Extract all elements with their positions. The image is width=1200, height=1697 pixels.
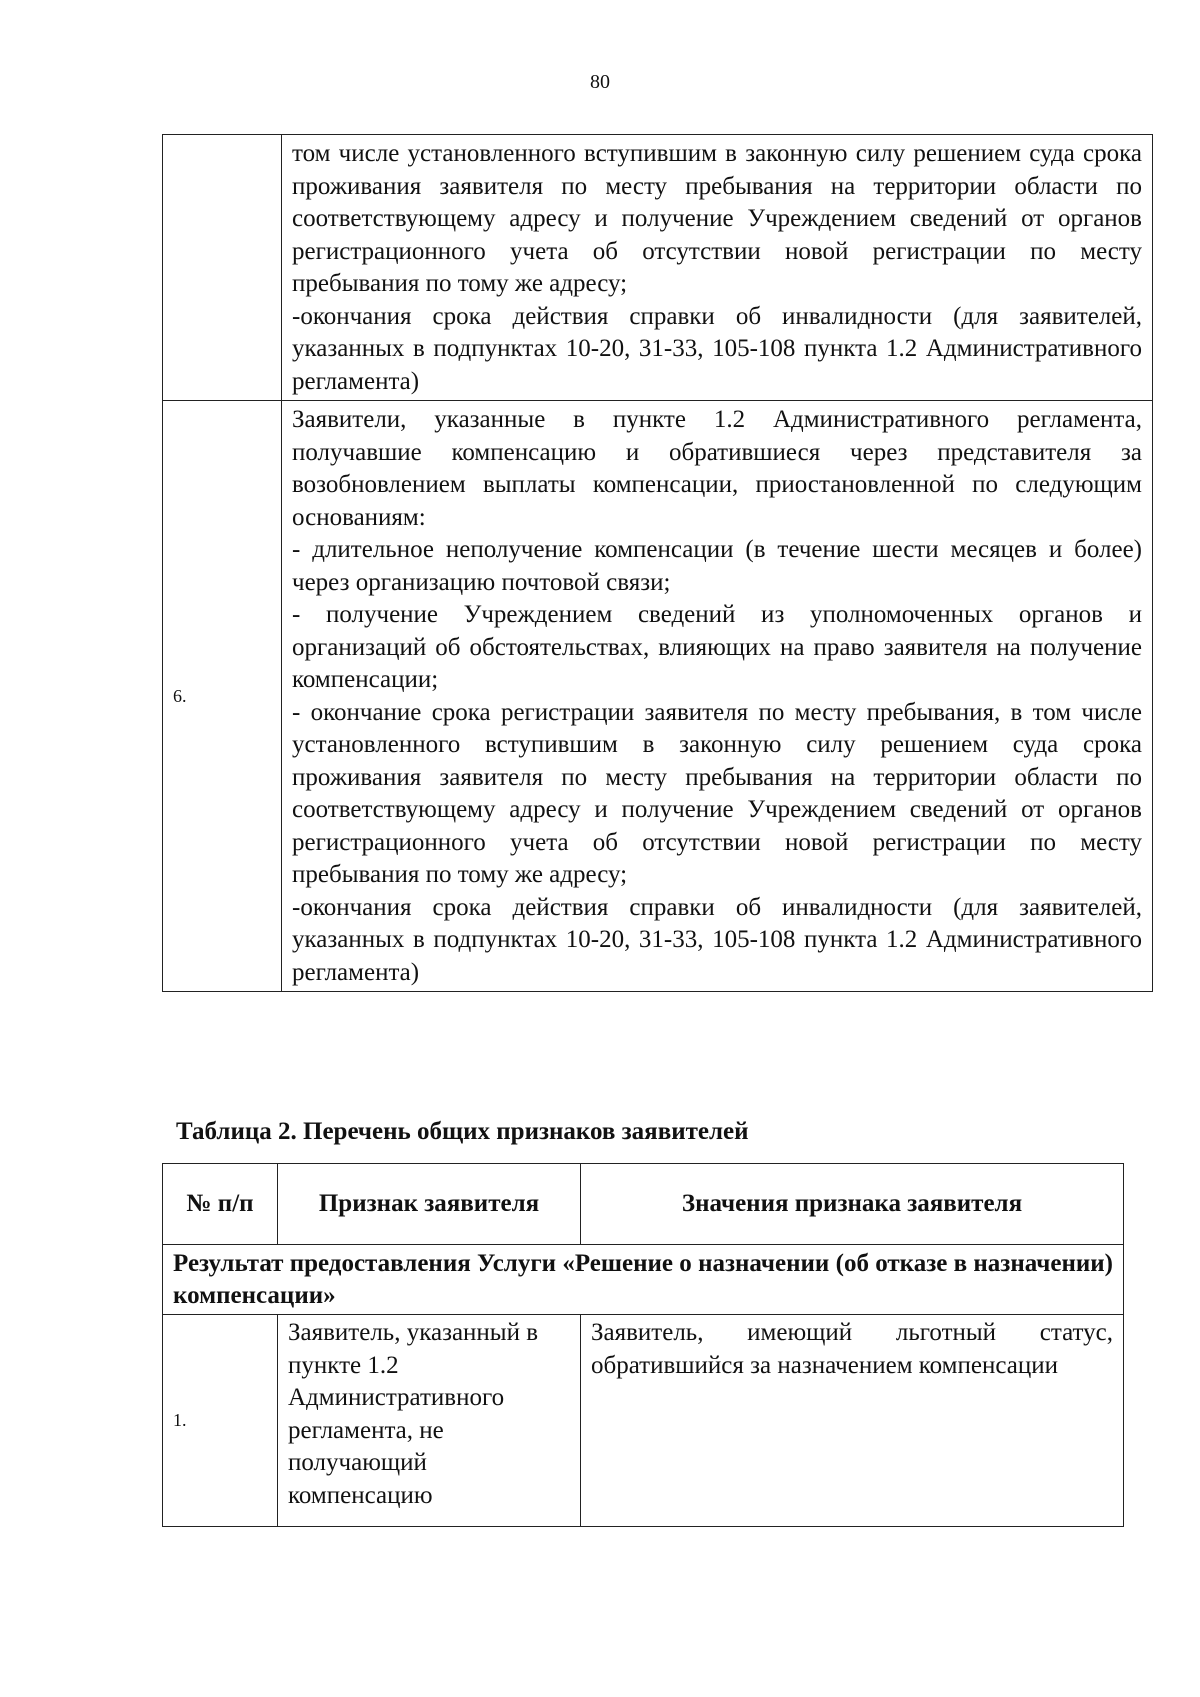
paragraph: - окончание срока регистрации заявителя по месту пребывания, в том числе установленного вступившим в законную силу решением суда срока проживания заявителя по месту пребывания на территории области по соответствующему адресу и получение Учреждением сведений от органов регистрационного учета об отсутствии новой регистрации по месту пребывания по тому же адресу; [292,698,1142,888]
table-row [163,401,1153,992]
paragraph: том числе установленного вступившим в законную силу решением суда срока проживания заявителя по месту пребывания на территории области по соответствующему адресу и получение Учреждением сведений от органов регистрационного учета об отсутствии новой регистрации по месту пребывания по тому же адресу; [292,140,1142,297]
paragraph: - получение Учреждением сведений из уполномоченных органов и организаций об обстоятельствах, влияющих на право заявителя на получение компенсации; [292,601,1142,693]
row-description [282,401,1153,992]
section-title: Результат предоставления Услуги «Решение о назначении (об отказе в назначении) компенсации» [163,1245,1124,1315]
table-continuation [162,134,1153,992]
paragraph: - длительное неполучение компенсации (в течение шести месяцев и более) через организацию почтовой связи; [292,536,1142,596]
table-title: Таблица 2. Перечень общих признаков заявителей [176,1118,749,1145]
paragraph: -окончания срока действия справки об инвалидности (для заявителей, указанных в подпунктах 10-20, 31-33, 105-108 пункта 1.2 Административного регламента) [292,893,1142,986]
paragraph: -окончания срока действия справки об инвалидности (для заявителей, указанных в подпунктах 10-20, 31-33, 105-108 пункта 1.2 Административного регламента) [292,302,1142,395]
table-row [163,135,1153,401]
attribute-cell: Заявитель, указанный в пункте 1.2 Административного регламента, не получающий компенсацию [278,1315,581,1527]
section-row [163,1245,1124,1315]
page-number: 80 [590,71,610,93]
table-row [163,1315,1124,1527]
paragraph: Заявители, указанные в пункте 1.2 Административного регламента, получавшие компенсацию и обратившиеся через представителя за возобновлением выплаты компенсации, приостановленной по следующим основаниям: [292,406,1142,531]
applicant-attributes-table [162,1163,1124,1527]
row-number: 1. [163,1315,278,1527]
value-cell: Заявитель, имеющий льготный статус, обратившийся за назначением компенсации [581,1315,1124,1527]
row-number [163,135,282,401]
header-value: Значения признака заявителя [581,1164,1124,1245]
row-number: 6. [163,401,282,992]
header-attribute: Признак заявителя [278,1164,581,1245]
table-header-row [163,1164,1124,1245]
row-description [282,135,1153,401]
header-number: № п/п [163,1164,278,1245]
